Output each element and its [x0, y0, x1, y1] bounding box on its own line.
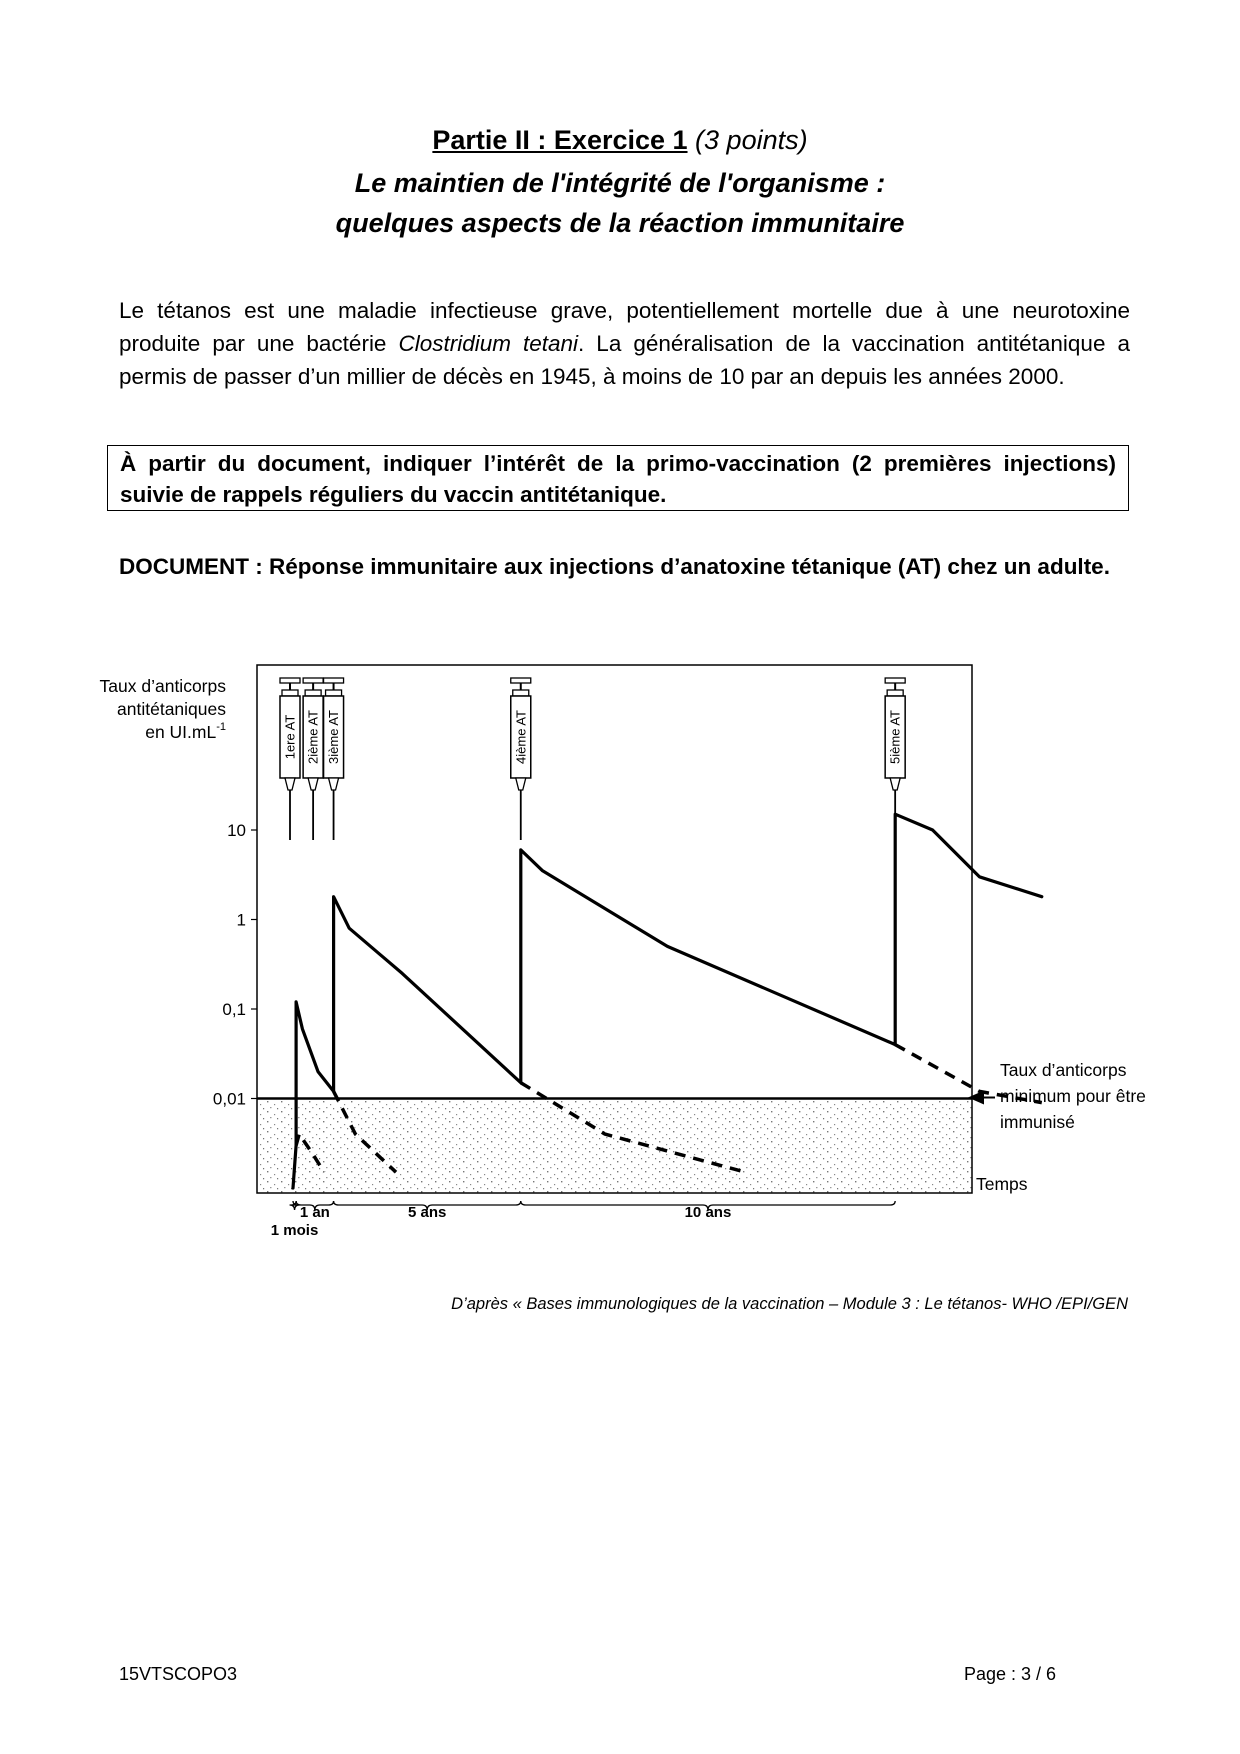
- y-tick-label: 0,1: [222, 1000, 246, 1019]
- syringe-plunger-cap: [324, 678, 344, 683]
- syringe-icon: [511, 678, 531, 840]
- y-tick-label: 10: [227, 821, 246, 840]
- exercise-title-main: Partie II : Exercice 1: [432, 125, 688, 155]
- syringe-label: 2ième AT: [305, 710, 321, 764]
- syringe-collar: [513, 690, 529, 696]
- interval-label: 1 mois: [270, 1222, 319, 1239]
- exercise-title: [0, 125, 1240, 156]
- syringe-tip: [890, 778, 900, 790]
- subtitle-line-1: Le maintien de l'intégrité de l'organisme :: [354, 168, 886, 198]
- syringe-plunger-cap: [885, 678, 905, 683]
- syringe-tip: [516, 778, 526, 790]
- source-citation: D’après « Bases immunologiques de la vaccination – Module 3 : Le tétanos- WHO /EPI/GEN: [451, 1295, 1128, 1313]
- syringe-collar: [305, 690, 321, 696]
- syringe-plunger-cap: [280, 678, 300, 683]
- syringe-label: 3ième AT: [326, 710, 342, 764]
- threshold-label: minimum pour être: [1000, 1086, 1146, 1106]
- syringe-label: 5ième AT: [887, 710, 903, 764]
- below-threshold-zone: [257, 1099, 972, 1194]
- intro-paragraph: [119, 294, 1130, 393]
- immune-response-chart: [0, 640, 1240, 1280]
- subtitle-line-2: quelques aspects de la réaction immunitaire: [335, 208, 905, 238]
- y-axis-label: antitétaniques: [117, 699, 226, 719]
- syringe-collar: [887, 690, 903, 696]
- interval-brace: [290, 1201, 300, 1210]
- species-name: Clostridium tetani: [398, 331, 579, 356]
- document-title: DOCUMENT : Réponse immunitaire aux injections d’anatoxine tétanique (AT) chez un adulte.: [119, 554, 1110, 579]
- syringe-tip: [329, 778, 339, 790]
- syringe-icon: [280, 678, 300, 840]
- threshold-label: immunisé: [1000, 1112, 1075, 1132]
- y-axis-label: Taux d’anticorps: [99, 676, 226, 696]
- syringe-label: 4ième AT: [513, 710, 529, 764]
- syringe-collar: [282, 690, 298, 696]
- syringe-label: 1ere AT: [282, 714, 298, 760]
- interval-label: 5 ans: [407, 1204, 447, 1221]
- y-tick-label: 0,01: [212, 1089, 246, 1109]
- threshold-label: Taux d’anticorps: [1000, 1060, 1127, 1080]
- syringe-collar: [326, 690, 342, 696]
- y-axis-label: en $UI.mL^{-1}$: [145, 721, 226, 742]
- syringe-plunger-cap: [303, 678, 323, 683]
- interval-label: 1 an: [299, 1204, 330, 1221]
- exercise-points: (3 points): [695, 125, 808, 155]
- syringe-tip: [285, 778, 295, 790]
- syringe-icon: [303, 678, 323, 840]
- x-axis-label: Temps: [976, 1174, 1028, 1194]
- question-box: [107, 445, 1129, 511]
- question-text: À partir du document, indiquer l’intérêt de la primo-vaccination (2 premières injections) suivie de rappels réguliers du vaccin antitétanique.: [120, 451, 1116, 507]
- footer-page-number: Page : 3 / 6: [964, 1664, 1057, 1684]
- intro-text-before: Le tétanos est une maladie infectieuse grave, potentiellement mortelle due à une neurotoxine produite par une bactérie: [119, 298, 1130, 356]
- syringe-icon: [324, 678, 344, 840]
- interval-label: 10 ans: [684, 1204, 732, 1221]
- y-tick-label: 1: [236, 910, 246, 930]
- intro-text-after: . La généralisation de la vaccination antitétanique a permis de passer d’un millier de décès en 1945, à moins de 10 par an depuis les années 2000.: [119, 331, 1130, 389]
- footer-code: 15VTSCOPO3: [119, 1664, 238, 1684]
- syringe-plunger-cap: [511, 678, 531, 683]
- syringe-tip: [308, 778, 318, 790]
- y-axis-label-exponent: -1: [216, 721, 226, 733]
